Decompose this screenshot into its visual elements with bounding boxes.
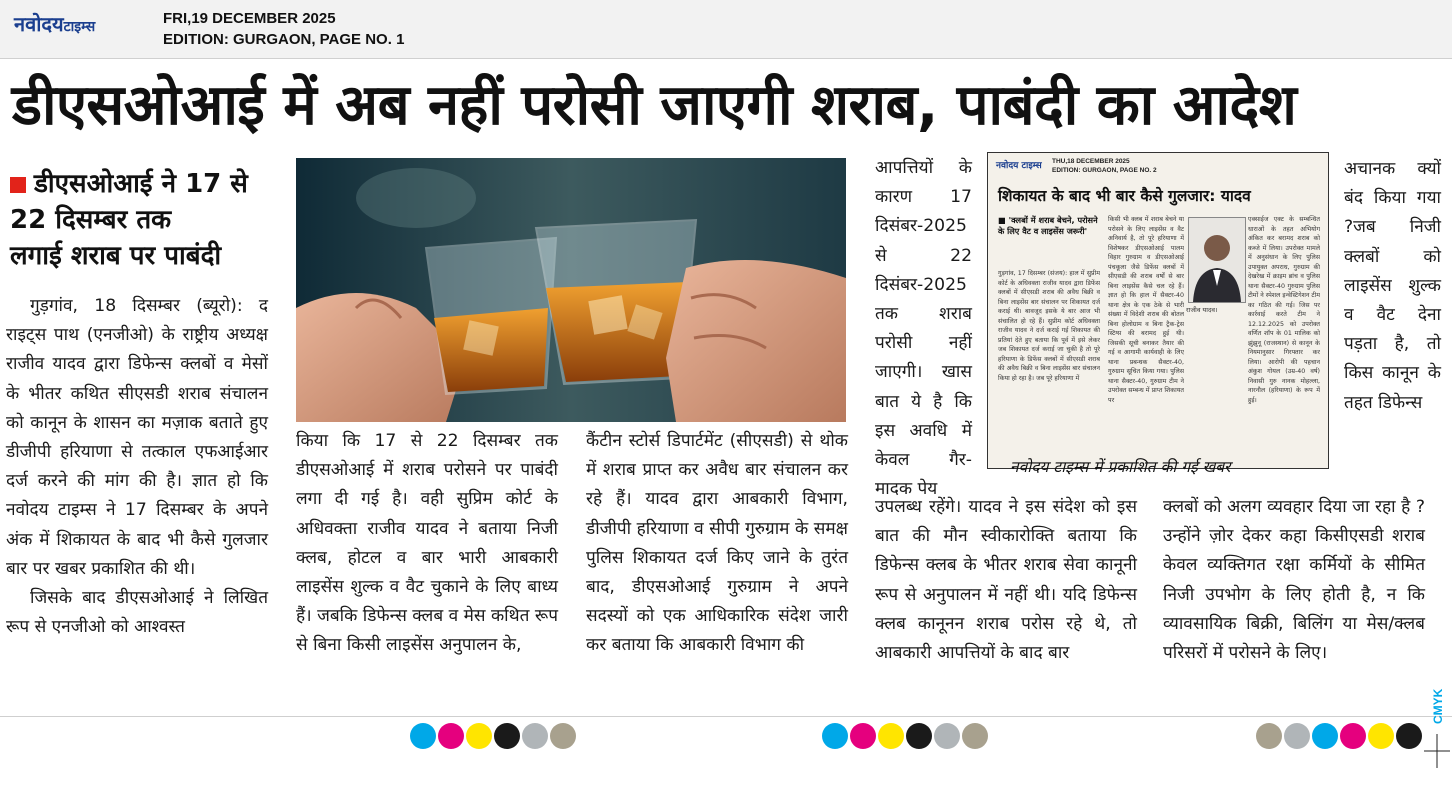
col4-bottom-text: उपलब्ध रहेंगे। यादव ने इस संदेश को इस बात की मौन स्वीकारोक्ति बताया कि डिफेन्स क्लब के भीतर शराब सेवा कानूनी रूप से अनुपालन में नहीं थी। यदि डिफेन्स क्लब कानूनन शराब परोस रहे थे, तो आबकारी आपत्तियों के बाद बार	[875, 497, 1137, 664]
clipping-caption: नवोदय टाइम्स में प्रकाशित की गई खबर	[1010, 458, 1231, 476]
cyan-registration-dot	[1312, 723, 1338, 749]
yellow-registration-dot	[466, 723, 492, 749]
tan-registration-dot	[1256, 723, 1282, 749]
inset-news-clipping	[987, 152, 1329, 469]
registration-dots-left	[410, 720, 580, 752]
black-registration-dot	[906, 723, 932, 749]
newspaper-logo	[14, 10, 95, 37]
main-headline: डीएसओआई में अब नहीं परोसी जाएगी शराब, पाबंदी का आदेश	[12, 73, 1297, 138]
yellow-registration-dot	[878, 723, 904, 749]
logo-hindi: नवोदय	[14, 12, 64, 36]
print-margin-rule	[0, 716, 1452, 717]
article-column-4-bottom	[875, 493, 1137, 668]
article-column-2	[296, 427, 558, 661]
magenta-registration-dot	[1340, 723, 1366, 749]
whisky-glasses-illustration	[296, 158, 846, 422]
sub-headline	[10, 166, 280, 274]
cmyk-label-graphic	[1429, 668, 1447, 732]
clipping-date: THU,18 DECEMBER 2025	[1052, 158, 1130, 165]
gray-registration-dot	[934, 723, 960, 749]
article-column-3	[586, 427, 848, 661]
cyan-registration-dot	[822, 723, 848, 749]
col5-top-text: अचानक क्यों बंद किया गया ?जब निजी क्लबों को लाइसेंस शुल्क व वैट देना पड़ता है, तो किस कानून के तहत डिफेन्स	[1344, 159, 1441, 413]
article-column-4-top	[875, 154, 972, 504]
person-portrait-icon	[1189, 218, 1245, 302]
registration-dots-center	[822, 720, 992, 752]
registration-dots-right	[1256, 720, 1426, 752]
black-registration-dot	[494, 723, 520, 749]
red-square-bullet-icon	[10, 177, 26, 193]
subhead-line-1: डीएसओआई ने 17 से	[34, 169, 248, 199]
col4-top-text: आपत्तियों के कारण 17 दिसंबर-2025 से 22 दिसंबर-2025 तक शराब परोसी नहीं जाएगी। खास बात ये है कि इस अवधि में केवल गैर-मादक पेय	[875, 158, 972, 500]
clipping-portrait-photo	[1188, 217, 1246, 303]
cmyk-marker	[1429, 668, 1447, 732]
subhead-line-3: लगाई शराब पर पाबंदी	[10, 241, 222, 271]
tan-registration-dot	[550, 723, 576, 749]
crop-mark-icon	[1424, 734, 1450, 768]
col1-paragraph-1: गुड़गांव, 18 दिसम्बर (ब्यूरो): द राइट्स पाथ (एनजीओ) के राष्ट्रीय अध्यक्ष राजीव यादव द्वारा डिफेन्स क्लबों व मेसों के भीतर कथित सीएसडी शराब संचालन को कानून के शासन का मज़ाक बताते हुए डीजीपी हरियाणा से तत्काल एफआईआर दर्ज करने की मांग की है। ज्ञात हो कि नवोदय टाइम्स ने 17 दिसम्बर के अपने अंक में शिकायत के बाद भी कैसे गुलजार बार पर खबर प्रकाशित की थी।	[6, 296, 268, 579]
clipping-column-b: किसी भी क्लब में शराब बेचने या परोसने के लिए लाइसेंस व वैट अनिवार्य है, तो पूरे हरियाणा में विशेषकर डीएसओआई पालम विहार गुरुग्राम व डीएसओआई पंचकूला जैसे डिफेंस क्लबों में सीएसडी की शराब वर्षों से बार बिना लाइसेंस कैसे चल रहे हैं। ज्ञात हो कि हाल में सैक्टर-40 थाना क्षेत्र के एक ठेके से भारी संख्या में विदेशी शराब की बोतल बिना होलोग्राम व बिना ट्रैक-ट्रेस स्टिग्स की बरामद हुई थी। जिसकी सूची बनाकर तैयार की गई व आगामी कार्यवाही के लिए थाना प्रबन्धक सैक्टर-40, गुरुग्राम सूचित किया गया। पुलिस थाना सैक्टर-40, गुरुग्राम टीम ने उपरोक्त सम्बन्ध में प्राप्त शिकायत पर	[1108, 216, 1184, 404]
col1-paragraph-2: जिसके बाद डीएसओआई ने लिखित रूप से एनजीओ को आश्वस्त	[6, 588, 268, 638]
gray-registration-dot	[522, 723, 548, 749]
tan-registration-dot	[962, 723, 988, 749]
edition-meta	[163, 8, 404, 50]
clipping-logo: नवोदय टाइम्स	[996, 161, 1042, 171]
clipping-meta	[1052, 157, 1157, 175]
article-column-5-bottom	[1163, 493, 1425, 668]
cyan-registration-dot	[410, 723, 436, 749]
logo-suffix: टाइम्स	[63, 19, 96, 35]
clipping-photo-caption: राजीव यादव।	[1186, 306, 1218, 314]
col3-text: कैंटीन स्टोर्स डिपार्टमेंट (सीएसडी) से थोक में शराब प्राप्त कर अवैध बार संचालन कर रहे हैं। यादव द्वारा आबकारी विभाग, डीजीपी हरियाणा व सीपी गुरुग्राम के समक्ष पुलिस शिकायत दर्ज किए जाने के तुरंत बाद, डीएसओआई गुरुग्राम ने अपने सदस्यों को एक आधिकारिक संदेश जारी कर बताया कि आबकारी विभाग की	[586, 431, 848, 656]
magenta-registration-dot	[438, 723, 464, 749]
gray-registration-dot	[1284, 723, 1310, 749]
article-column-5-top	[1344, 155, 1441, 418]
clipping-edition: EDITION: GURGAON, PAGE NO. 2	[1052, 167, 1157, 174]
article-column-1	[6, 292, 268, 642]
clipping-column-c: एक्साईज एक्ट के सम्बन्धित धाराओं के तहत अभियोग अंकित कर बरामद शराब को कब्जे में लिया। उपरोक्त मामले में अनुसंधान के लिए पुलिस उपायुक्त अपराध, गुरुग्राम की देखरेख में क्राइम ब्रांच व पुलिस थाना सैक्टर-40 गुरुग्राम पुलिस टीमों ने स्पेशल इन्वेस्टिगेशन टीम का गठित की गई। जिस पर कार्रवाई करते टीम ने 12.12.2025 को उपरोक्त वर्णित शॉप के 01 मालिक को झुंझुनू (राजस्थान) से कानून के नियमानुसार गिरफ्तार कर लिया। आरोपी की पहचान अंकुश गोयल (उम्र-40 वर्ष) निवासी गुरु नानक मोहल्ला, नारनौल (हरियाणा) के रूप में हुई।	[1248, 216, 1320, 404]
magenta-registration-dot	[850, 723, 876, 749]
clipping-subhead: ■ 'क्लबों में शराब बेचने, परोसने के लिए वैट व लाइसेंस जरूरी'	[998, 215, 1098, 236]
clipping-column-a: गुड़गांव, 17 दिसम्बर (संजय): हाल में सुप्रीम कोर्ट के अधिवक्ता राजीव यादव द्वारा डिफेंस क्लबों में सीएसडी शराब की अवैध बिक्री व बिना लाइसेंस बार संचालन पर शिकायत दर्ज कराई थी। बावजूद इसके ये बार आज भी संचालित हो रहे हैं। सुप्रीम कोर्ट अधिवक्ता राजीव यादव ने दर्ज कराई गई शिकायत की प्रतियां देते हुए बताया कि पूर्व में इसे लेकर जब शिकायत दर्ज कराई जा चुकी है तो पूरे हरियाणा के डिफेंस क्लबों में सीएसडी शराब की अवैध बिक्री व बिना लाइसेंस बार संचालन किया हो रहा है। जब पूरे हरियाणा में	[998, 270, 1100, 382]
edition-page: EDITION: GURGAON, PAGE NO. 1	[163, 31, 405, 48]
col2-text: किया कि 17 से 22 दिसम्बर तक डीएसओआई में शराब परोसने पर पाबंदी लगा दी गई है। वही सुप्रिम कोर्ट के अधिवक्ता राजीव यादव ने बताया निजी क्लब, होटल व बार भारी आबकारी लाइसेंस शुल्क व वैट चुकाने के लिए बाध्य हैं। जबकि डिफेन्स क्लब व मेस कथित रूप से बिना किसी लाइसेंस अनुपालन के,	[296, 431, 558, 656]
edition-header	[0, 0, 1452, 59]
clipping-title: शिकायत के बाद भी बार कैसे गुलजार: यादव	[998, 187, 1251, 205]
yellow-registration-dot	[1368, 723, 1394, 749]
edition-date: FRI,19 DECEMBER 2025	[163, 10, 336, 27]
whisky-glasses-photo	[296, 158, 846, 422]
black-registration-dot	[1396, 723, 1422, 749]
cmyk-label-text: CMYK	[1431, 688, 1445, 724]
subhead-line-2: 22 दिसम्बर तक	[10, 205, 172, 235]
col5-bottom-text: क्लबों को अलग व्यवहार दिया जा रहा है ? उन्होंने ज़ोर देकर कहा किसीएसडी शराब केवल व्यक्तिगत रक्षा कर्मियों के सीमित निजी उपभोग के लिए होती है, न कि व्यावसायिक बिक्री, बिलिंग या मेस/क्लब परिसरों में परोसने के लिए।	[1163, 497, 1425, 664]
